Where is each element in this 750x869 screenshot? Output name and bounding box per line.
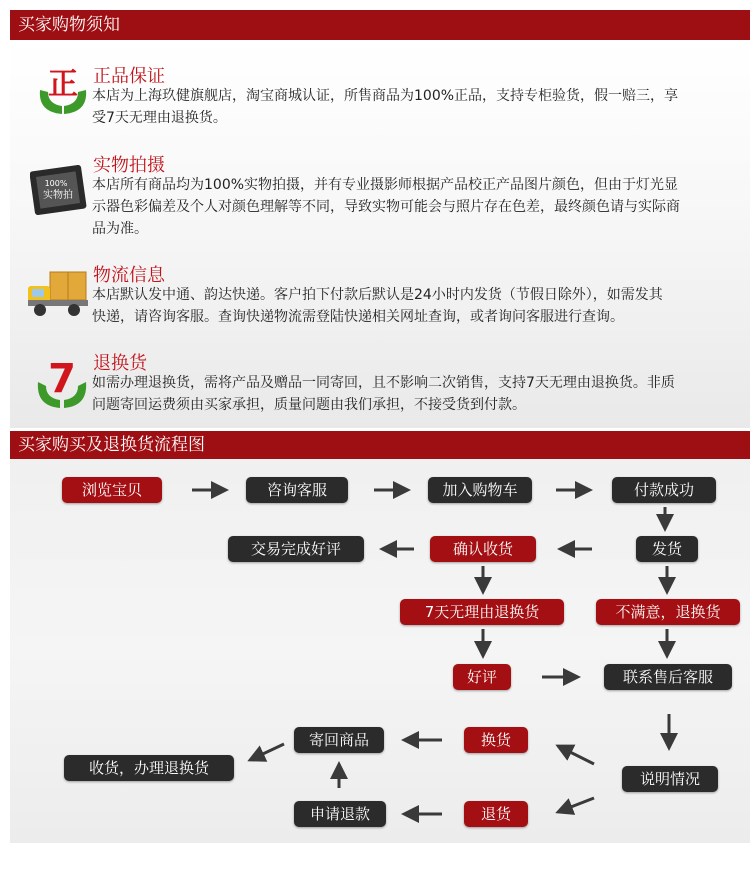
flow-complete-node: 交易完成好评 bbox=[228, 536, 364, 562]
flow-header: 买家购买及退换货流程图 bbox=[10, 431, 750, 460]
flow-add-cart-button[interactable]: 加入购物车 bbox=[428, 477, 532, 503]
film-icon-line2: 实物拍 bbox=[43, 190, 73, 201]
flow-return-item-node: 寄回商品 bbox=[294, 727, 384, 753]
authentic-icon-glyph: 正 bbox=[48, 67, 78, 102]
flow-exchange-node: 换货 bbox=[464, 727, 528, 753]
arrow-explain-refund bbox=[558, 798, 594, 812]
arrow-returnitem-receive bbox=[250, 744, 284, 760]
section-text-logistics: 本店默认发中通、韵达快递。客户拍下付款后默认是24小时内发货（节假日除外），如需发其 快递，请咨询客服。查询快递物流需登陆快递相关网址查询，或者询问客服进行查询。 bbox=[92, 287, 663, 325]
notice-header: 买家购物须知 bbox=[10, 10, 750, 40]
section-title-return: 退换货 bbox=[93, 353, 147, 374]
flow-confirm-node: 确认收货 bbox=[430, 536, 536, 562]
flow-noreason-node: 7天无理由退换货 bbox=[400, 599, 564, 625]
flow-ship-node: 发货 bbox=[636, 536, 698, 562]
flow-explain-node: 说明情况 bbox=[622, 766, 718, 792]
section-title-authentic: 正品保证 bbox=[93, 66, 165, 87]
flow-browse-button[interactable]: 浏览宝贝 bbox=[62, 477, 162, 503]
section-title-photo: 实物拍摄 bbox=[93, 155, 165, 176]
flow-refund-goods-node: 退货 bbox=[464, 801, 528, 827]
flow-unsatisfied-node: 不满意，退换货 bbox=[596, 599, 740, 625]
flow-receive-node: 收货，办理退换货 bbox=[64, 755, 234, 781]
section-title-logistics: 物流信息 bbox=[93, 265, 165, 286]
section-text-authentic: 本店为上海玖健旗舰店，淘宝商城认证，所售商品为100%正品，支持专柜验货，假一赔三，享 受7天无理由退换货。 bbox=[92, 88, 679, 126]
flow-contact-service-node: 联系售后客服 bbox=[604, 664, 732, 690]
flow-consult-button[interactable]: 咨询客服 bbox=[246, 477, 348, 503]
flow-paid-node: 付款成功 bbox=[612, 477, 716, 503]
film-icon-line1: 100% bbox=[44, 179, 68, 188]
arrow-explain-exchange bbox=[558, 746, 594, 764]
flow-good-review-node: 好评 bbox=[453, 664, 511, 690]
flow-apply-refund-node: 申请退款 bbox=[294, 801, 386, 827]
section-text-return: 如需办理退换货，需将产品及赠品一同寄回，且不影响二次销售，支持7天无理由退换货。非质 问题寄回运费须由买家承担，质量问题由我们承担，不接受货到付款。 bbox=[92, 375, 675, 413]
seven-icon-glyph: 7 bbox=[48, 356, 76, 402]
section-text-photo: 本店所有商品均为100%实物拍摄，并有专业摄影师根据产品校正产品图片颜色，但由于灯光显 示器色彩偏差及个人对颜色理解等不同，导致实物可能会与照片存在色差，最终颜色请与实际商 品为准。 bbox=[92, 177, 680, 237]
